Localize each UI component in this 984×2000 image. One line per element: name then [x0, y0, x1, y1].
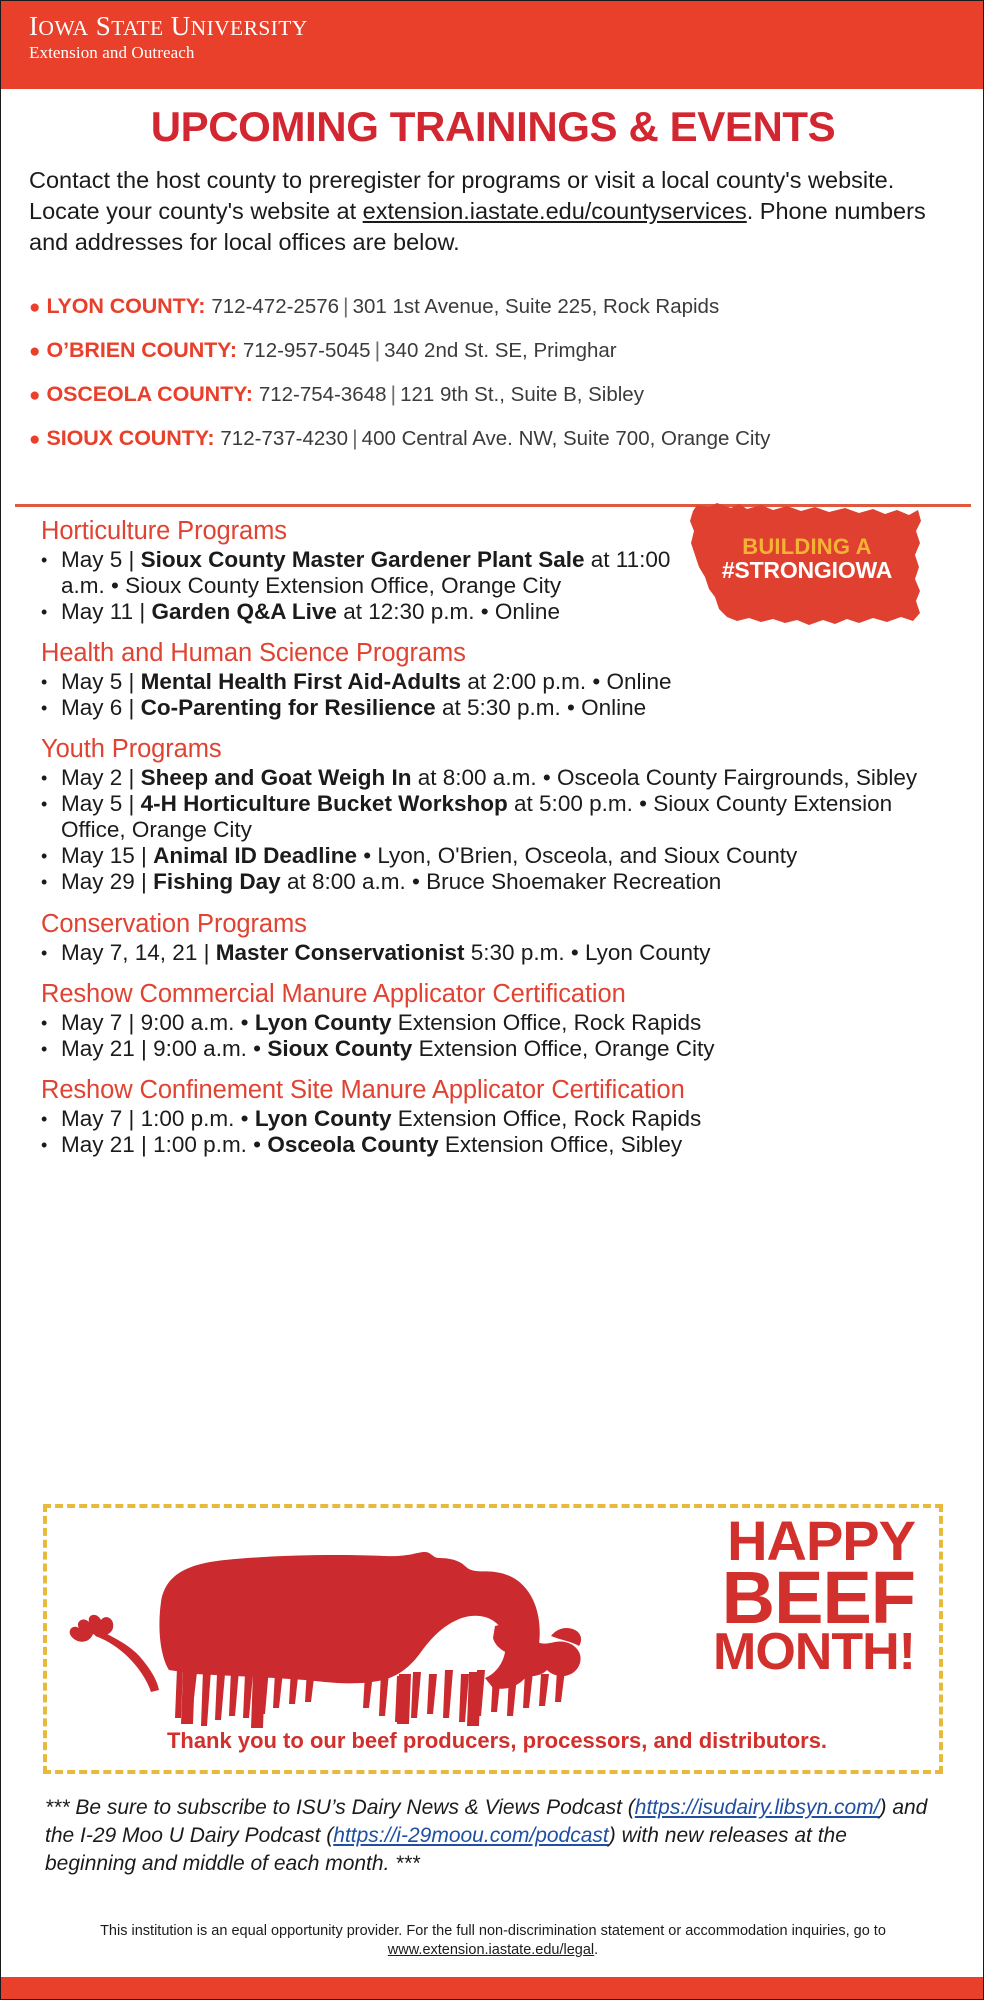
bullet-icon: •: [41, 1012, 48, 1033]
bullet-icon: •: [41, 1108, 48, 1129]
page-title: UPCOMING TRAININGS & EVENTS: [150, 103, 836, 150]
event-item: [41, 1036, 947, 1062]
event-date: May 7, 14, 21 |: [61, 939, 210, 965]
event-item: [41, 547, 701, 599]
event-details: at 5:00 p.m. • Sioux County Extension Office, Orange City: [61, 791, 893, 843]
bullet-icon: •: [41, 872, 48, 893]
bullet-icon: •: [41, 672, 48, 693]
county-address: 121 9th St., Suite B, Sibley: [400, 383, 644, 406]
legal-link[interactable]: www.extension.iastate.edu/legal: [387, 1942, 595, 1959]
event-item: [41, 869, 947, 895]
event-details: at 2:00 p.m. • Online: [461, 669, 672, 695]
section-title: Youth Programs: [41, 735, 222, 764]
logo-subtitle: Extension and Outreach: [29, 43, 195, 62]
event-details: at 5:30 p.m. • Online: [435, 695, 647, 721]
event-details: Extension Office, Rock Rapids: [391, 1105, 702, 1131]
county-address: 340 2nd St. SE, Primghar: [384, 339, 617, 362]
bullet-icon: •: [41, 768, 48, 789]
section-reshow-commercial-manure-applicator-certification: [41, 980, 947, 1062]
event-item: [41, 1106, 947, 1132]
county-address: 301 1st Avenue, Suite 225, Rock Rapids: [352, 295, 720, 318]
happy-beef-month-box: [43, 1504, 943, 1774]
intro-text-a: Contact the host county to preregister for programs or visit a local county's website. Locate your county's website at: [29, 167, 895, 224]
county-phone: 712-754-3648: [258, 383, 387, 406]
event-text: [61, 1010, 947, 1036]
bullet-icon: •: [41, 846, 48, 867]
county-phone: 712-957-5045: [242, 339, 371, 362]
event-date: May 11 |: [61, 598, 146, 624]
podcast-note: [45, 1794, 941, 1878]
event-item: [41, 669, 947, 695]
event-date: May 6 |: [61, 695, 135, 721]
county-row: [29, 382, 969, 426]
event-date: May 5 |: [61, 547, 135, 572]
event-date: May 5 |: [61, 669, 135, 695]
event-details: Extension Office, Rock Rapids: [391, 1009, 702, 1035]
event-item: [41, 695, 947, 721]
event-item: [41, 1132, 947, 1158]
event-details: at 12:30 p.m. • Online: [336, 598, 560, 624]
event-details: • Lyon, O'Brien, Osceola, and Sioux County: [356, 843, 798, 869]
event-text: [61, 669, 947, 695]
podcast-text-3: ) with new releases at the beginning and middle of each month. ***: [45, 1823, 847, 1875]
county-phone: 712-472-2576: [211, 295, 340, 318]
divider-pipe: |: [390, 382, 397, 406]
event-date: May 21 | 1:00 p.m. •: [61, 1131, 262, 1157]
event-name: Lyon County: [254, 1009, 392, 1035]
logo-wordmark: IOWA STATE UNIVERSITY: [29, 11, 308, 41]
county-row: [29, 294, 969, 338]
event-details: at 8:00 a.m. • Osceola County Fairgrounds, Sibley: [411, 765, 918, 791]
podcast-text-2: ) and the I-29 Moo U Dairy Podcast (: [45, 1796, 928, 1847]
event-item: [41, 599, 701, 625]
i29moou-podcast-link[interactable]: https://i-29moou.com/podcast: [333, 1823, 609, 1847]
county-row: [29, 426, 969, 470]
event-date: May 29 |: [61, 869, 147, 895]
event-text: [61, 791, 947, 843]
section-title: Conservation Programs: [41, 909, 307, 938]
bullet-icon: •: [41, 794, 48, 815]
badge-line-strongiowa: #STRONGIOWA: [721, 557, 893, 584]
bullet-icon: •: [41, 698, 48, 719]
event-text: [61, 547, 701, 599]
county-name: SIOUX COUNTY:: [46, 426, 215, 450]
event-name: Animal ID Deadline: [153, 843, 357, 869]
event-date: May 2 |: [61, 765, 135, 791]
bullet-icon: ●: [29, 341, 41, 362]
podcast-text-1: *** Be sure to subscribe to ISU’s Dairy News & Views Podcast (: [45, 1796, 635, 1819]
event-name: Sheep and Goat Weigh In: [140, 765, 412, 791]
cow-silhouette-icon: [65, 1518, 585, 1748]
section-title: Reshow Confinement Site Manure Applicator Certification: [41, 1075, 685, 1104]
county-services-link[interactable]: extension.iastate.edu/countyservices: [362, 197, 747, 224]
section-title: Horticulture Programs: [41, 517, 287, 545]
event-name: Lyon County: [254, 1105, 392, 1131]
bullet-icon: ●: [29, 429, 41, 450]
intro-text-b: . Phone numbers and addresses for local offices are below.: [29, 197, 926, 255]
isudairy-podcast-link[interactable]: https://isudairy.libsyn.com/: [634, 1796, 880, 1819]
event-item: [41, 940, 947, 966]
cow-illustration: [65, 1518, 585, 1748]
section-title: Reshow Commercial Manure Applicator Certification: [41, 979, 626, 1008]
event-details: Extension Office, Orange City: [412, 1035, 715, 1061]
event-text: [61, 1036, 947, 1062]
event-item: [41, 1010, 947, 1036]
divider-pipe: |: [352, 426, 358, 450]
beef-month-title: [555, 1509, 915, 1682]
event-details: at 11:00 a.m. • Sioux County Extension Office, Orange City: [61, 547, 671, 598]
bullet-icon: ●: [29, 385, 41, 406]
event-name: Fishing Day: [153, 869, 281, 895]
event-text: [61, 843, 947, 869]
event-item: [41, 765, 947, 791]
event-date: May 15 |: [61, 843, 147, 869]
county-name: O’BRIEN COUNTY:: [46, 338, 237, 362]
section-health-and-human-science-programs: [41, 639, 947, 721]
event-details: at 8:00 a.m. • Bruce Shoemaker Recreation: [280, 869, 722, 895]
legal-notice: [25, 1922, 961, 1961]
event-text: [61, 599, 701, 625]
event-name: Sioux County Master Gardener Plant Sale: [140, 547, 585, 572]
event-text: [61, 695, 947, 721]
beef-line-month: MONTH!: [713, 1623, 915, 1682]
section-horticulture-programs: [41, 517, 947, 625]
event-text: [61, 869, 947, 895]
event-details: 5:30 p.m. • Lyon County: [464, 939, 711, 965]
event-text: [61, 1132, 947, 1158]
beef-thank-you-text: Thank you to our beef producers, processors, and distributors.: [166, 1728, 828, 1753]
event-details: Extension Office, Sibley: [438, 1131, 683, 1157]
section-reshow-confinement-site-manure-applicator-certification: [41, 1076, 947, 1158]
county-name: OSCEOLA COUNTY:: [46, 382, 253, 406]
bullet-icon: •: [41, 942, 48, 963]
isu-logo: [29, 13, 308, 63]
legal-text-2: .: [594, 1942, 599, 1959]
section-conservation-programs: [41, 910, 947, 966]
county-row: [29, 338, 969, 382]
divider-pipe: |: [343, 294, 349, 318]
event-date: May 5 |: [61, 791, 135, 817]
event-name: Mental Health First Aid-Adults: [140, 669, 462, 695]
beef-line-happy: HAPPY: [727, 1509, 915, 1572]
footer-band: [1, 1977, 984, 1999]
bullet-icon: •: [41, 1134, 48, 1155]
event-text: [61, 1106, 947, 1132]
beef-line-beef: BEEF: [721, 1556, 915, 1640]
event-item: [41, 843, 947, 869]
event-text: [61, 940, 947, 966]
event-name: Master Conservationist: [215, 939, 465, 965]
event-date: May 21 | 9:00 a.m. •: [61, 1035, 262, 1061]
divider-pipe: |: [374, 338, 381, 362]
bullet-icon: •: [41, 550, 48, 570]
bullet-icon: •: [41, 1038, 48, 1059]
event-name: Garden Q&A Live: [151, 598, 337, 624]
badge-line-building-a: BUILDING A: [742, 534, 872, 559]
county-name: LYON COUNTY:: [46, 294, 206, 318]
county-address: 400 Central Ave. NW, Suite 700, Orange City: [361, 427, 771, 450]
bullet-icon: ●: [29, 297, 41, 318]
event-name: Sioux County: [267, 1035, 413, 1061]
section-youth-programs: [41, 735, 947, 895]
legal-text-1: This institution is an equal opportunity provider. For the full non-discrimination statement or accommodation inquiries, go to: [100, 1923, 886, 1939]
event-name: Co-Parenting for Resilience: [140, 695, 436, 721]
event-item: [41, 791, 947, 843]
event-date: May 7 | 1:00 p.m. •: [61, 1105, 249, 1131]
event-name: Osceola County: [267, 1131, 439, 1157]
header-band: [1, 1, 984, 89]
programs-content: [41, 517, 947, 1172]
event-name: 4-H Horticulture Bucket Workshop: [140, 791, 508, 817]
event-text: [61, 765, 947, 791]
event-date: May 7 | 9:00 a.m. •: [61, 1009, 249, 1035]
section-title: Health and Human Science Programs: [41, 639, 466, 668]
county-phone: 712-737-4230: [220, 427, 349, 450]
intro-paragraph: [29, 165, 959, 257]
county-contact-list: [29, 294, 969, 470]
bullet-icon: •: [41, 601, 48, 622]
